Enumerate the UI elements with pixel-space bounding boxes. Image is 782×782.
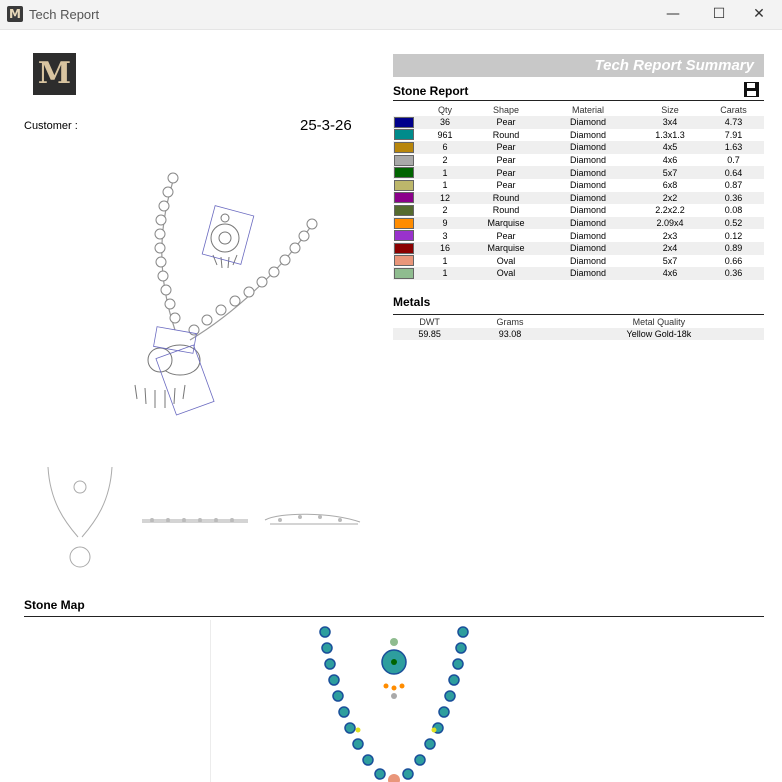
table-row bbox=[393, 229, 764, 242]
stone-shape: Pear bbox=[496, 230, 516, 241]
stone-color-swatch bbox=[394, 117, 414, 128]
header-qty: Qty bbox=[437, 105, 452, 115]
stone-shape: Pear bbox=[473, 116, 539, 129]
stone-qty: 3 bbox=[442, 230, 448, 241]
metals-divider bbox=[393, 314, 764, 315]
stone-shape: Marquise bbox=[473, 242, 539, 255]
stone-carats: 0.36 bbox=[703, 192, 764, 205]
stone-size: 4x5 bbox=[637, 141, 703, 154]
table-row bbox=[393, 141, 764, 154]
stone-qty: 9 bbox=[417, 217, 473, 230]
stone-material: Diamond bbox=[569, 230, 607, 241]
summary-title: Tech Report Summary bbox=[594, 57, 754, 74]
stone-map-separator bbox=[210, 620, 211, 782]
stone-size: 4x6 bbox=[637, 267, 703, 280]
stone-color-swatch bbox=[394, 268, 414, 279]
stone-color-swatch bbox=[394, 155, 414, 166]
metal-grams: 93.08 bbox=[466, 328, 554, 340]
stone-size: 1.3x1.3 bbox=[655, 129, 685, 140]
stone-color-swatch bbox=[394, 243, 414, 254]
company-logo bbox=[33, 53, 76, 95]
stone-qty: 2 bbox=[442, 205, 448, 216]
stone-size: 6x8 bbox=[662, 180, 678, 191]
stone-color-cell bbox=[393, 242, 417, 255]
stone-color-swatch bbox=[394, 255, 414, 266]
app-logo-icon: M bbox=[7, 6, 23, 22]
header-shape: Shape bbox=[492, 105, 520, 115]
stone-shape: Pear bbox=[473, 141, 539, 154]
stone-color-swatch bbox=[394, 192, 414, 203]
stone-carats: 0.89 bbox=[703, 242, 764, 255]
stone-color-cell bbox=[393, 217, 417, 230]
stone-material: Diamond bbox=[569, 129, 607, 140]
stone-shape: Pear bbox=[496, 180, 516, 191]
stone-material: Diamond bbox=[569, 255, 607, 266]
table-row bbox=[393, 116, 764, 129]
stone-color-swatch bbox=[394, 167, 414, 178]
stone-color-swatch bbox=[394, 180, 414, 191]
stone-color-swatch bbox=[394, 129, 414, 140]
stone-carats: 0.52 bbox=[703, 217, 764, 230]
save-icon[interactable] bbox=[744, 82, 759, 97]
table-row bbox=[393, 179, 764, 192]
stone-map-title: Stone Map bbox=[24, 598, 85, 612]
stone-qty: 6 bbox=[417, 141, 473, 154]
stone-material: Diamond bbox=[539, 242, 637, 255]
table-row bbox=[393, 166, 764, 179]
stone-map-image bbox=[300, 620, 500, 782]
stone-color-cell bbox=[393, 267, 417, 280]
stone-material: Diamond bbox=[569, 155, 607, 166]
stone-material: Diamond bbox=[539, 166, 637, 179]
stone-color-swatch bbox=[394, 230, 414, 241]
stone-size: 2.2x2.2 bbox=[655, 205, 685, 216]
stone-carats: 0.7 bbox=[727, 155, 740, 166]
stone-color-cell bbox=[393, 154, 417, 167]
stone-report-divider bbox=[393, 100, 764, 101]
stone-material: Diamond bbox=[569, 180, 607, 191]
summary-header bbox=[393, 54, 764, 77]
metals-table-header bbox=[393, 316, 764, 328]
stone-shape: Pear bbox=[473, 166, 539, 179]
stone-material: Diamond bbox=[539, 217, 637, 230]
stone-table-header bbox=[393, 104, 764, 116]
maximize-button[interactable]: ☐ bbox=[712, 6, 726, 22]
stone-color-cell bbox=[393, 166, 417, 179]
stone-shape: Round bbox=[492, 129, 520, 140]
stone-carats: 0.08 bbox=[724, 205, 743, 216]
stone-color-swatch bbox=[394, 218, 414, 229]
table-row bbox=[393, 242, 764, 255]
stone-qty: 2 bbox=[442, 155, 448, 166]
stone-size: 3x4 bbox=[637, 116, 703, 129]
stone-color-cell bbox=[393, 129, 417, 142]
stone-qty: 1 bbox=[417, 267, 473, 280]
header-grams: Grams bbox=[496, 317, 524, 327]
table-row bbox=[393, 204, 764, 217]
stone-size: 2x2 bbox=[637, 192, 703, 205]
stone-qty: 36 bbox=[417, 116, 473, 129]
report-date: 25-3-26 bbox=[300, 117, 352, 134]
table-row bbox=[393, 255, 764, 268]
stone-shape: Oval bbox=[473, 267, 539, 280]
stone-qty: 1 bbox=[442, 255, 448, 266]
header-dwt: DWT bbox=[419, 317, 440, 327]
stone-carats: 0.64 bbox=[703, 166, 764, 179]
stone-color-cell bbox=[393, 192, 417, 205]
stone-carats: 0.87 bbox=[724, 180, 743, 191]
header-carats: Carats bbox=[720, 105, 747, 115]
stone-material: Diamond bbox=[539, 141, 637, 154]
stone-color-swatch bbox=[394, 142, 414, 153]
header-size: Size bbox=[661, 105, 679, 115]
close-button[interactable]: ✕ bbox=[753, 6, 765, 22]
stone-shape: Round bbox=[473, 192, 539, 205]
table-row bbox=[393, 217, 764, 230]
metal-quality: Yellow Gold-18k bbox=[554, 328, 764, 340]
minimize-button[interactable]: — bbox=[666, 6, 680, 22]
stone-material: Diamond bbox=[539, 116, 637, 129]
metals-title: Metals bbox=[393, 295, 431, 309]
thumbnail-views bbox=[40, 462, 370, 577]
stone-qty: 1 bbox=[442, 180, 448, 191]
stone-size: 5x7 bbox=[662, 255, 678, 266]
stone-color-cell bbox=[393, 179, 417, 192]
stone-report-table bbox=[393, 104, 764, 280]
stone-size: 4x6 bbox=[662, 155, 678, 166]
table-row bbox=[393, 129, 764, 142]
stone-carats: 0.36 bbox=[703, 267, 764, 280]
header-color bbox=[393, 104, 417, 116]
table-row bbox=[393, 328, 764, 340]
stone-size: 5x7 bbox=[637, 166, 703, 179]
stone-qty: 1 bbox=[417, 166, 473, 179]
title-bar bbox=[0, 0, 782, 30]
metal-dwt: 59.85 bbox=[393, 328, 466, 340]
stone-shape: Marquise bbox=[473, 217, 539, 230]
customer-label: Customer : bbox=[24, 120, 78, 132]
table-row bbox=[393, 154, 764, 167]
header-metal-quality: Metal Quality bbox=[632, 317, 686, 327]
stone-size: 2.09x4 bbox=[637, 217, 703, 230]
stone-color-cell bbox=[393, 204, 417, 217]
table-row bbox=[393, 267, 764, 280]
logo-letter: M bbox=[37, 56, 72, 91]
stone-color-cell bbox=[393, 255, 417, 268]
stone-size: 2x4 bbox=[637, 242, 703, 255]
stone-material: Diamond bbox=[569, 205, 607, 216]
stone-material: Diamond bbox=[539, 192, 637, 205]
stone-map-divider bbox=[24, 616, 764, 617]
stone-color-swatch bbox=[394, 205, 414, 216]
stone-carats: 0.66 bbox=[724, 255, 743, 266]
stone-shape: Pear bbox=[496, 155, 516, 166]
window-title: Tech Report bbox=[29, 7, 100, 22]
stone-color-cell bbox=[393, 229, 417, 242]
stone-carats: 0.12 bbox=[724, 230, 743, 241]
stone-report-title: Stone Report bbox=[393, 84, 469, 98]
stone-carats: 1.63 bbox=[703, 141, 764, 154]
stone-qty: 961 bbox=[437, 129, 453, 140]
necklace-render-image bbox=[120, 160, 330, 430]
stone-material: Diamond bbox=[539, 267, 637, 280]
stone-size: 2x3 bbox=[662, 230, 678, 241]
stone-carats: 7.91 bbox=[724, 129, 743, 140]
stone-qty: 12 bbox=[417, 192, 473, 205]
table-row bbox=[393, 192, 764, 205]
stone-qty: 16 bbox=[417, 242, 473, 255]
stone-color-cell bbox=[393, 141, 417, 154]
header-material: Material bbox=[571, 105, 604, 115]
stone-shape: Oval bbox=[496, 255, 516, 266]
metals-table bbox=[393, 316, 764, 340]
stone-color-cell bbox=[393, 116, 417, 129]
stone-carats: 4.73 bbox=[703, 116, 764, 129]
stone-shape: Round bbox=[492, 205, 520, 216]
